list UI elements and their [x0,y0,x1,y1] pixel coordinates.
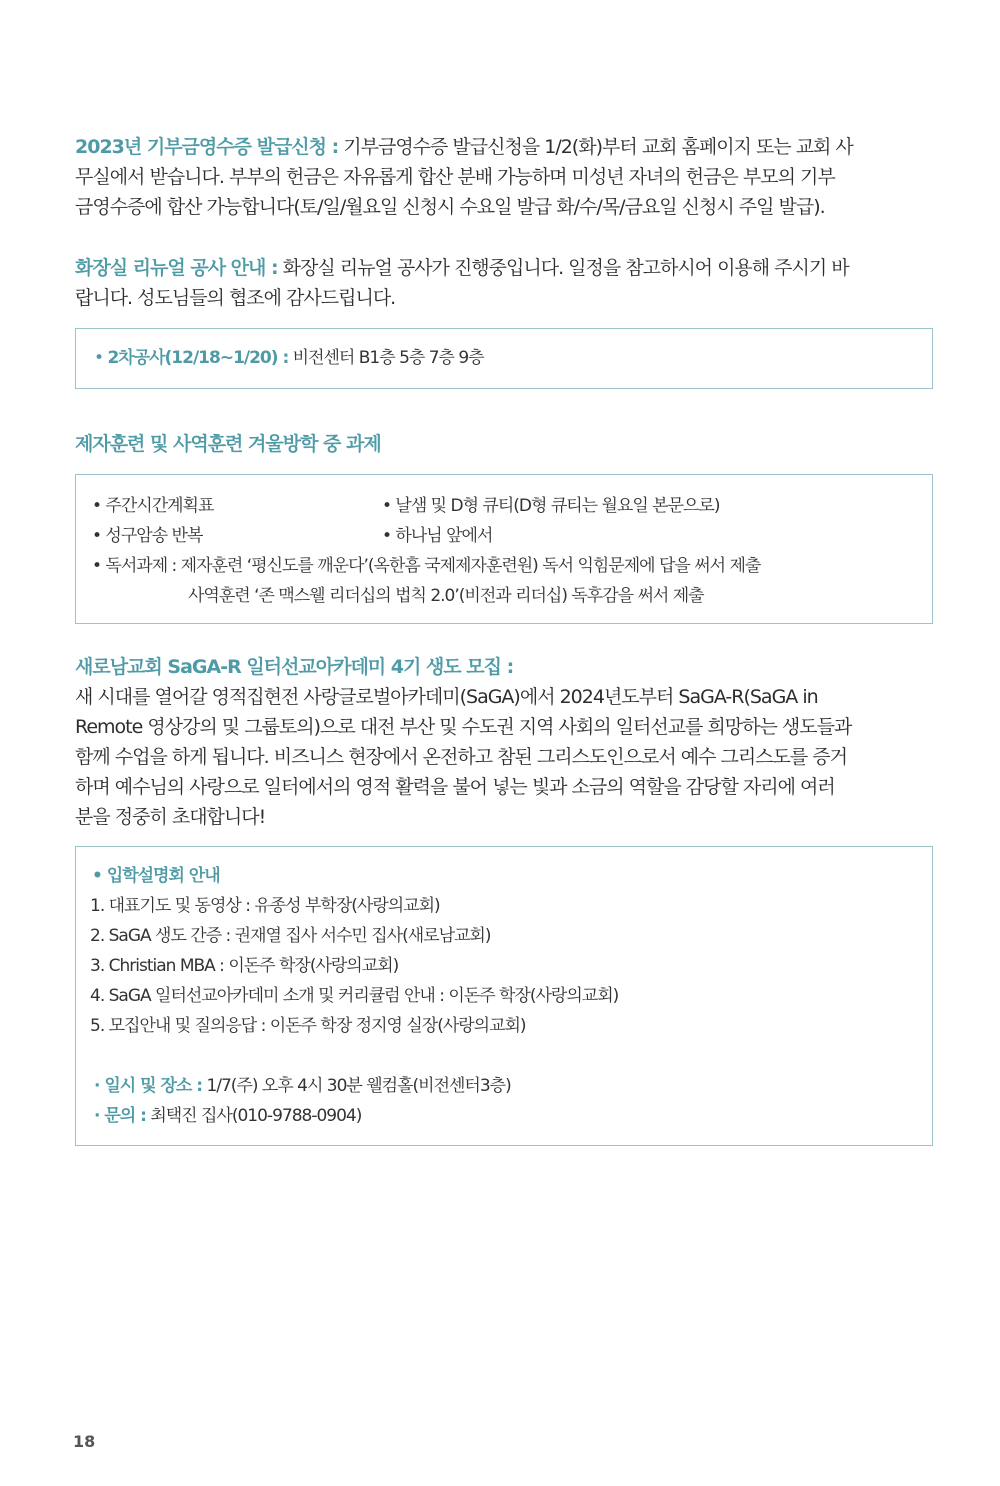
donation-receipt-line-2: 무실에서 받습니다. 부부의 헌금은 자유롭게 합산 분배 가능하며 미성년 자녀의 헌금은 부모의 기부 [75,166,835,188]
info-session-when [90,1071,932,1101]
info-session-title: • 입학설명회 안내 [92,866,220,886]
saga-recruit-line-3: 함께 수업을 하게 됩니다. 비즈니스 현장에서 온전하고 참된 그리스도인으로서 예수 그리스도를 증거 [75,746,847,768]
restroom-schedule-box [75,328,933,389]
discipleship-homework-title: 제자훈련 및 사역훈련 겨울방학 중 과제 [75,433,381,455]
program-item-3: 3. Christian MBA : 이돈주 학장(사랑의교회) [90,956,399,976]
saga-recruit-line-2: Remote 영상강의 및 그룹토의)으로 대전 부산 및 수도권 지역 사회의 일터선교를 희망하는 생도들과 [75,716,852,738]
document-page [75,132,933,1146]
restroom-line-1: 화장실 리뉴얼 공사가 진행중입니다. 일정을 참고하시어 이용해 주시기 바 [277,257,849,279]
when-label: · 일시 및 장소 : [94,1076,203,1096]
contact-text: 최택진 집사(010-9788-0904) [145,1106,362,1126]
restroom-line-2: 랍니다. 성도님들의 협조에 감사드립니다. [75,287,396,309]
homework-item-reading: • 독서과제 : 제자훈련 ‘평신도를 깨운다’(옥한흠 국제제자훈련원) 독서 익힘문제에 답을 써서 제출 [92,556,761,576]
info-session-box [75,846,933,1146]
saga-recruit-line-1: 새 시대를 열어갈 영적집현전 사랑글로벌아카데미(SaGA)에서 2024년도부터 SaGA-R(SaGA in [75,686,818,708]
donation-receipt-line-1: 기부금영수증 발급신청을 1/2(화)부터 교회 홈페이지 또는 교회 사 [338,136,853,158]
homework-item-weekly-plan: • 주간시간계획표 [92,496,214,516]
homework-item-memorization: • 성구암송 반복 [92,526,203,546]
restroom-title: 화장실 리뉴얼 공사 안내 : [75,257,278,279]
homework-box [75,474,933,624]
restroom-schedule-label: 2차공사(12/18~1/20) : [107,348,289,368]
contact-label: · 문의 : [94,1106,146,1126]
homework-item-reading-ministry: 사역훈련 ‘존 맥스웰 리더십의 법칙 2.0’(비전과 리더십) 독후감을 써서 제출 [188,586,704,606]
when-text: 1/7(주) 오후 4시 30분 웰컴홀(비전센터3층) [202,1076,511,1096]
homework-item-qt: • 날샘 및 D형 큐티(D형 큐티는 월요일 본문으로) [382,496,720,516]
info-session-contact [90,1101,932,1131]
donation-receipt-line-3: 금영수증에 합산 가능합니다(토/일/월요일 신청시 수요일 발급 화/수/목/금요일 신청시 주일 발급). [75,196,825,218]
program-item-1: 1. 대표기도 및 동영상 : 유종성 부학장(사랑의교회) [90,896,440,916]
saga-recruit-title: 새로남교회 SaGA-R 일터선교아카데미 4기 생도 모집 : [75,656,514,678]
page-number: 18 [73,1432,96,1451]
bullet-icon: • [94,348,104,368]
restroom-notice [75,253,933,313]
donation-receipt-title: 2023년 기부금영수증 발급신청 : [75,136,339,158]
homework-item-before-god: • 하나님 앞에서 [382,526,493,546]
restroom-schedule-text: 비전센터 B1층 5층 7층 9층 [288,348,484,368]
donation-receipt-notice [75,132,933,222]
program-item-4: 4. SaGA 일터선교아카데미 소개 및 커리큘럼 안내 : 이돈주 학장(사랑의교회) [90,986,619,1006]
program-item-2: 2. SaGA 생도 간증 : 권재열 집사 서수민 집사(새로남교회) [90,926,491,946]
saga-recruit-line-5: 분을 정중히 초대합니다! [75,806,266,828]
saga-recruit-line-4: 하며 예수님의 사랑으로 일터에서의 영적 활력을 불어 넣는 빛과 소금의 역할을 감당할 자리에 여러 [75,776,835,798]
program-item-5: 5. 모집안내 및 질의응답 : 이돈주 학장 정지영 실장(사랑의교회) [90,1016,526,1036]
saga-recruit-notice [75,652,933,832]
